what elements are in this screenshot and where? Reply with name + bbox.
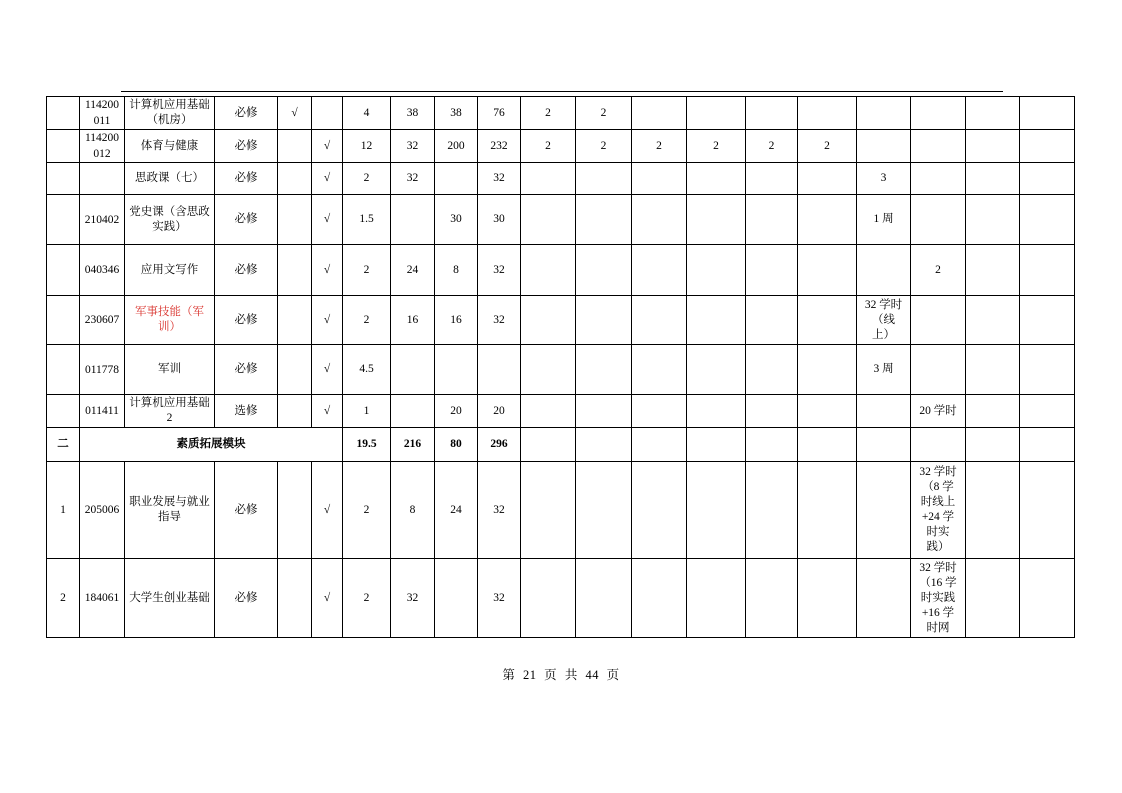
theory-hours: 32 [391,559,435,638]
sem-cell [1020,195,1075,245]
course-name: 军事技能（军训） [125,296,215,345]
theory-hours: 32 [391,130,435,163]
sem-cell [576,462,632,559]
sem-cell [798,428,857,462]
assess-mark: √ [312,245,343,296]
assess-mark: √ [312,296,343,345]
table-row [47,195,1075,245]
sem-cell [576,163,632,195]
sem-cell [966,296,1020,345]
sem-cell [966,97,1020,130]
row-no [47,130,80,163]
sem-cell [857,97,911,130]
sem-cell [576,395,632,428]
exam-mark [278,245,312,296]
course-name: 体育与健康 [125,130,215,163]
footer-mid1: 页 [544,668,558,682]
sem-cell [632,345,687,395]
credit: 2 [343,462,391,559]
sem-cell [632,296,687,345]
assess-mark [312,97,343,130]
sem-cell [576,428,632,462]
total-hours: 32 [478,245,521,296]
assess-mark: √ [312,395,343,428]
sem-cell [1020,345,1075,395]
sem-cell [632,163,687,195]
table-row [47,245,1075,296]
sem-cell [521,163,576,195]
sem-cell [798,462,857,559]
sem-cell [687,245,746,296]
page-total: 44 [585,668,599,682]
assess-mark: √ [312,462,343,559]
course-type: 必修 [215,296,278,345]
course-code: 210402 [80,195,125,245]
exam-mark [278,559,312,638]
exam-mark [278,130,312,163]
sem-cell [632,195,687,245]
assess-mark: √ [312,130,343,163]
total-hours: 32 [478,462,521,559]
sem-cell [1020,97,1075,130]
sem-cell [911,97,966,130]
exam-mark [278,462,312,559]
sem-cell [1020,395,1075,428]
theory-hours: 16 [391,296,435,345]
course-name: 党史课（含思政实践） [125,195,215,245]
course-type: 必修 [215,245,278,296]
course-type: 必修 [215,130,278,163]
sem-cell [632,428,687,462]
credit: 2 [343,245,391,296]
sem-cell [632,245,687,296]
table-row [47,462,1075,559]
sem-cell [1020,163,1075,195]
practice-hours: 38 [435,97,478,130]
course-type: 选修 [215,395,278,428]
course-type: 必修 [215,559,278,638]
sem-cell [911,163,966,195]
sem-cell [746,428,798,462]
sem-cell [746,395,798,428]
sem-cell: 20 学时 [911,395,966,428]
page-number: 21 [523,668,537,682]
module-practice: 80 [435,428,478,462]
sem-cell: 2 [687,130,746,163]
course-type: 必修 [215,163,278,195]
course-code: 040346 [80,245,125,296]
sem-cell [576,559,632,638]
course-name: 计算机应用基础（机房） [125,97,215,130]
practice-hours [435,559,478,638]
sem-cell: 2 [521,130,576,163]
sem-cell [966,462,1020,559]
sem-cell [966,559,1020,638]
sem-cell [746,163,798,195]
sem-cell [798,296,857,345]
sem-cell [521,395,576,428]
module-name: 素质拓展模块 [80,428,343,462]
theory-hours: 24 [391,245,435,296]
sem-cell [632,395,687,428]
credit: 12 [343,130,391,163]
sem-cell: 2 [746,130,798,163]
sem-cell [632,97,687,130]
table-row [47,130,1075,163]
practice-hours: 8 [435,245,478,296]
course-code: 011778 [80,345,125,395]
sem-cell: 2 [632,130,687,163]
sem-cell [798,245,857,296]
module-credit: 19.5 [343,428,391,462]
assess-mark: √ [312,559,343,638]
theory-hours [391,195,435,245]
assess-mark: √ [312,345,343,395]
sem-cell [966,428,1020,462]
sem-cell [966,163,1020,195]
theory-hours: 32 [391,163,435,195]
sem-cell [911,345,966,395]
row-no [47,296,80,345]
footer-mid2: 共 [564,668,578,682]
theory-hours [391,345,435,395]
course-type: 必修 [215,345,278,395]
sem-cell: 32 学时（16 学时实践+16 学时网 [911,559,966,638]
total-hours: 32 [478,559,521,638]
sem-cell [687,195,746,245]
sem-cell [966,345,1020,395]
course-code: 114200012 [80,130,125,163]
sem-cell [521,559,576,638]
table-row [47,97,1075,130]
header-rule [121,91,1003,92]
sem-cell [1020,462,1075,559]
sem-cell [576,195,632,245]
footer-prefix: 第 [502,668,516,682]
exam-mark [278,345,312,395]
sem-cell [746,462,798,559]
exam-mark: √ [278,97,312,130]
sem-cell [966,195,1020,245]
practice-hours [435,163,478,195]
sem-cell [857,395,911,428]
exam-mark [278,195,312,245]
course-code: 230607 [80,296,125,345]
exam-mark [278,163,312,195]
sem-cell [576,296,632,345]
table-row [47,163,1075,195]
sem-cell [632,559,687,638]
row-no [47,245,80,296]
course-type: 必修 [215,195,278,245]
sem-cell [687,97,746,130]
theory-hours [391,395,435,428]
row-no: 2 [47,559,80,638]
sem-cell [911,130,966,163]
row-no [47,345,80,395]
sem-cell [687,163,746,195]
table-row [47,395,1075,428]
practice-hours: 30 [435,195,478,245]
total-hours: 30 [478,195,521,245]
course-code: 205006 [80,462,125,559]
sem-cell [966,130,1020,163]
credit: 1 [343,395,391,428]
sem-cell [798,345,857,395]
practice-hours: 16 [435,296,478,345]
module-row [47,428,1075,462]
sem-cell [798,395,857,428]
course-name: 计算机应用基础 2 [125,395,215,428]
course-name: 军训 [125,345,215,395]
course-plan-table [46,96,1075,638]
assess-mark: √ [312,195,343,245]
sem-cell [911,296,966,345]
sem-cell [521,462,576,559]
sem-cell [746,345,798,395]
credit: 1.5 [343,195,391,245]
sem-cell: 2 [798,130,857,163]
row-no [47,395,80,428]
practice-hours: 20 [435,395,478,428]
table-row [47,345,1075,395]
sem-cell [746,559,798,638]
sem-cell [521,245,576,296]
course-name: 思政课（七） [125,163,215,195]
total-hours: 32 [478,163,521,195]
practice-hours: 200 [435,130,478,163]
assess-mark: √ [312,163,343,195]
sem-cell [521,345,576,395]
credit: 2 [343,163,391,195]
sem-cell [798,97,857,130]
module-total: 296 [478,428,521,462]
sem-cell: 1 周 [857,195,911,245]
credit: 2 [343,559,391,638]
sem-cell [1020,245,1075,296]
theory-hours: 8 [391,462,435,559]
footer-suffix: 页 [606,668,620,682]
sem-cell [966,245,1020,296]
sem-cell: 2 [521,97,576,130]
sem-cell [1020,296,1075,345]
module-theory: 216 [391,428,435,462]
row-no [47,97,80,130]
module-no: 二 [47,428,80,462]
table-row [47,559,1075,638]
total-hours [478,345,521,395]
sem-cell: 3 周 [857,345,911,395]
table-row [47,296,1075,345]
sem-cell [576,245,632,296]
sem-cell [857,245,911,296]
sem-cell [687,462,746,559]
total-hours: 20 [478,395,521,428]
total-hours: 32 [478,296,521,345]
sem-cell [687,428,746,462]
sem-cell [746,97,798,130]
credit: 2 [343,296,391,345]
course-code [80,163,125,195]
course-name: 职业发展与就业指导 [125,462,215,559]
sem-cell [576,345,632,395]
sem-cell [1020,559,1075,638]
sem-cell [746,195,798,245]
total-hours: 232 [478,130,521,163]
sem-cell [521,195,576,245]
practice-hours [435,345,478,395]
sem-cell [798,163,857,195]
sem-cell: 3 [857,163,911,195]
sem-cell: 2 [576,97,632,130]
row-no: 1 [47,462,80,559]
sem-cell [857,559,911,638]
sem-cell [632,462,687,559]
course-type: 必修 [215,462,278,559]
sem-cell [687,345,746,395]
sem-cell [798,559,857,638]
sem-cell [1020,428,1075,462]
course-code: 011411 [80,395,125,428]
sem-cell: 2 [576,130,632,163]
sem-cell [687,559,746,638]
sem-cell [521,296,576,345]
sem-cell [687,395,746,428]
exam-mark [278,395,312,428]
sem-cell [746,296,798,345]
course-code: 114200011 [80,97,125,130]
sem-cell [521,428,576,462]
course-type: 必修 [215,97,278,130]
credit: 4 [343,97,391,130]
sem-cell [911,428,966,462]
credit: 4.5 [343,345,391,395]
page-footer [0,665,1122,683]
exam-mark [278,296,312,345]
practice-hours: 24 [435,462,478,559]
sem-cell [687,296,746,345]
sem-cell [857,428,911,462]
sem-cell [798,195,857,245]
sem-cell: 32 学时（线上） [857,296,911,345]
theory-hours: 38 [391,97,435,130]
sem-cell [857,130,911,163]
sem-cell: 2 [911,245,966,296]
sem-cell [1020,130,1075,163]
sem-cell [911,195,966,245]
sem-cell [857,462,911,559]
row-no [47,195,80,245]
course-code: 184061 [80,559,125,638]
course-name: 大学生创业基础 [125,559,215,638]
row-no [47,163,80,195]
sem-cell [966,395,1020,428]
course-name: 应用文写作 [125,245,215,296]
total-hours: 76 [478,97,521,130]
sem-cell [746,245,798,296]
sem-cell: 32 学时（8 学时线上+24 学时实践） [911,462,966,559]
